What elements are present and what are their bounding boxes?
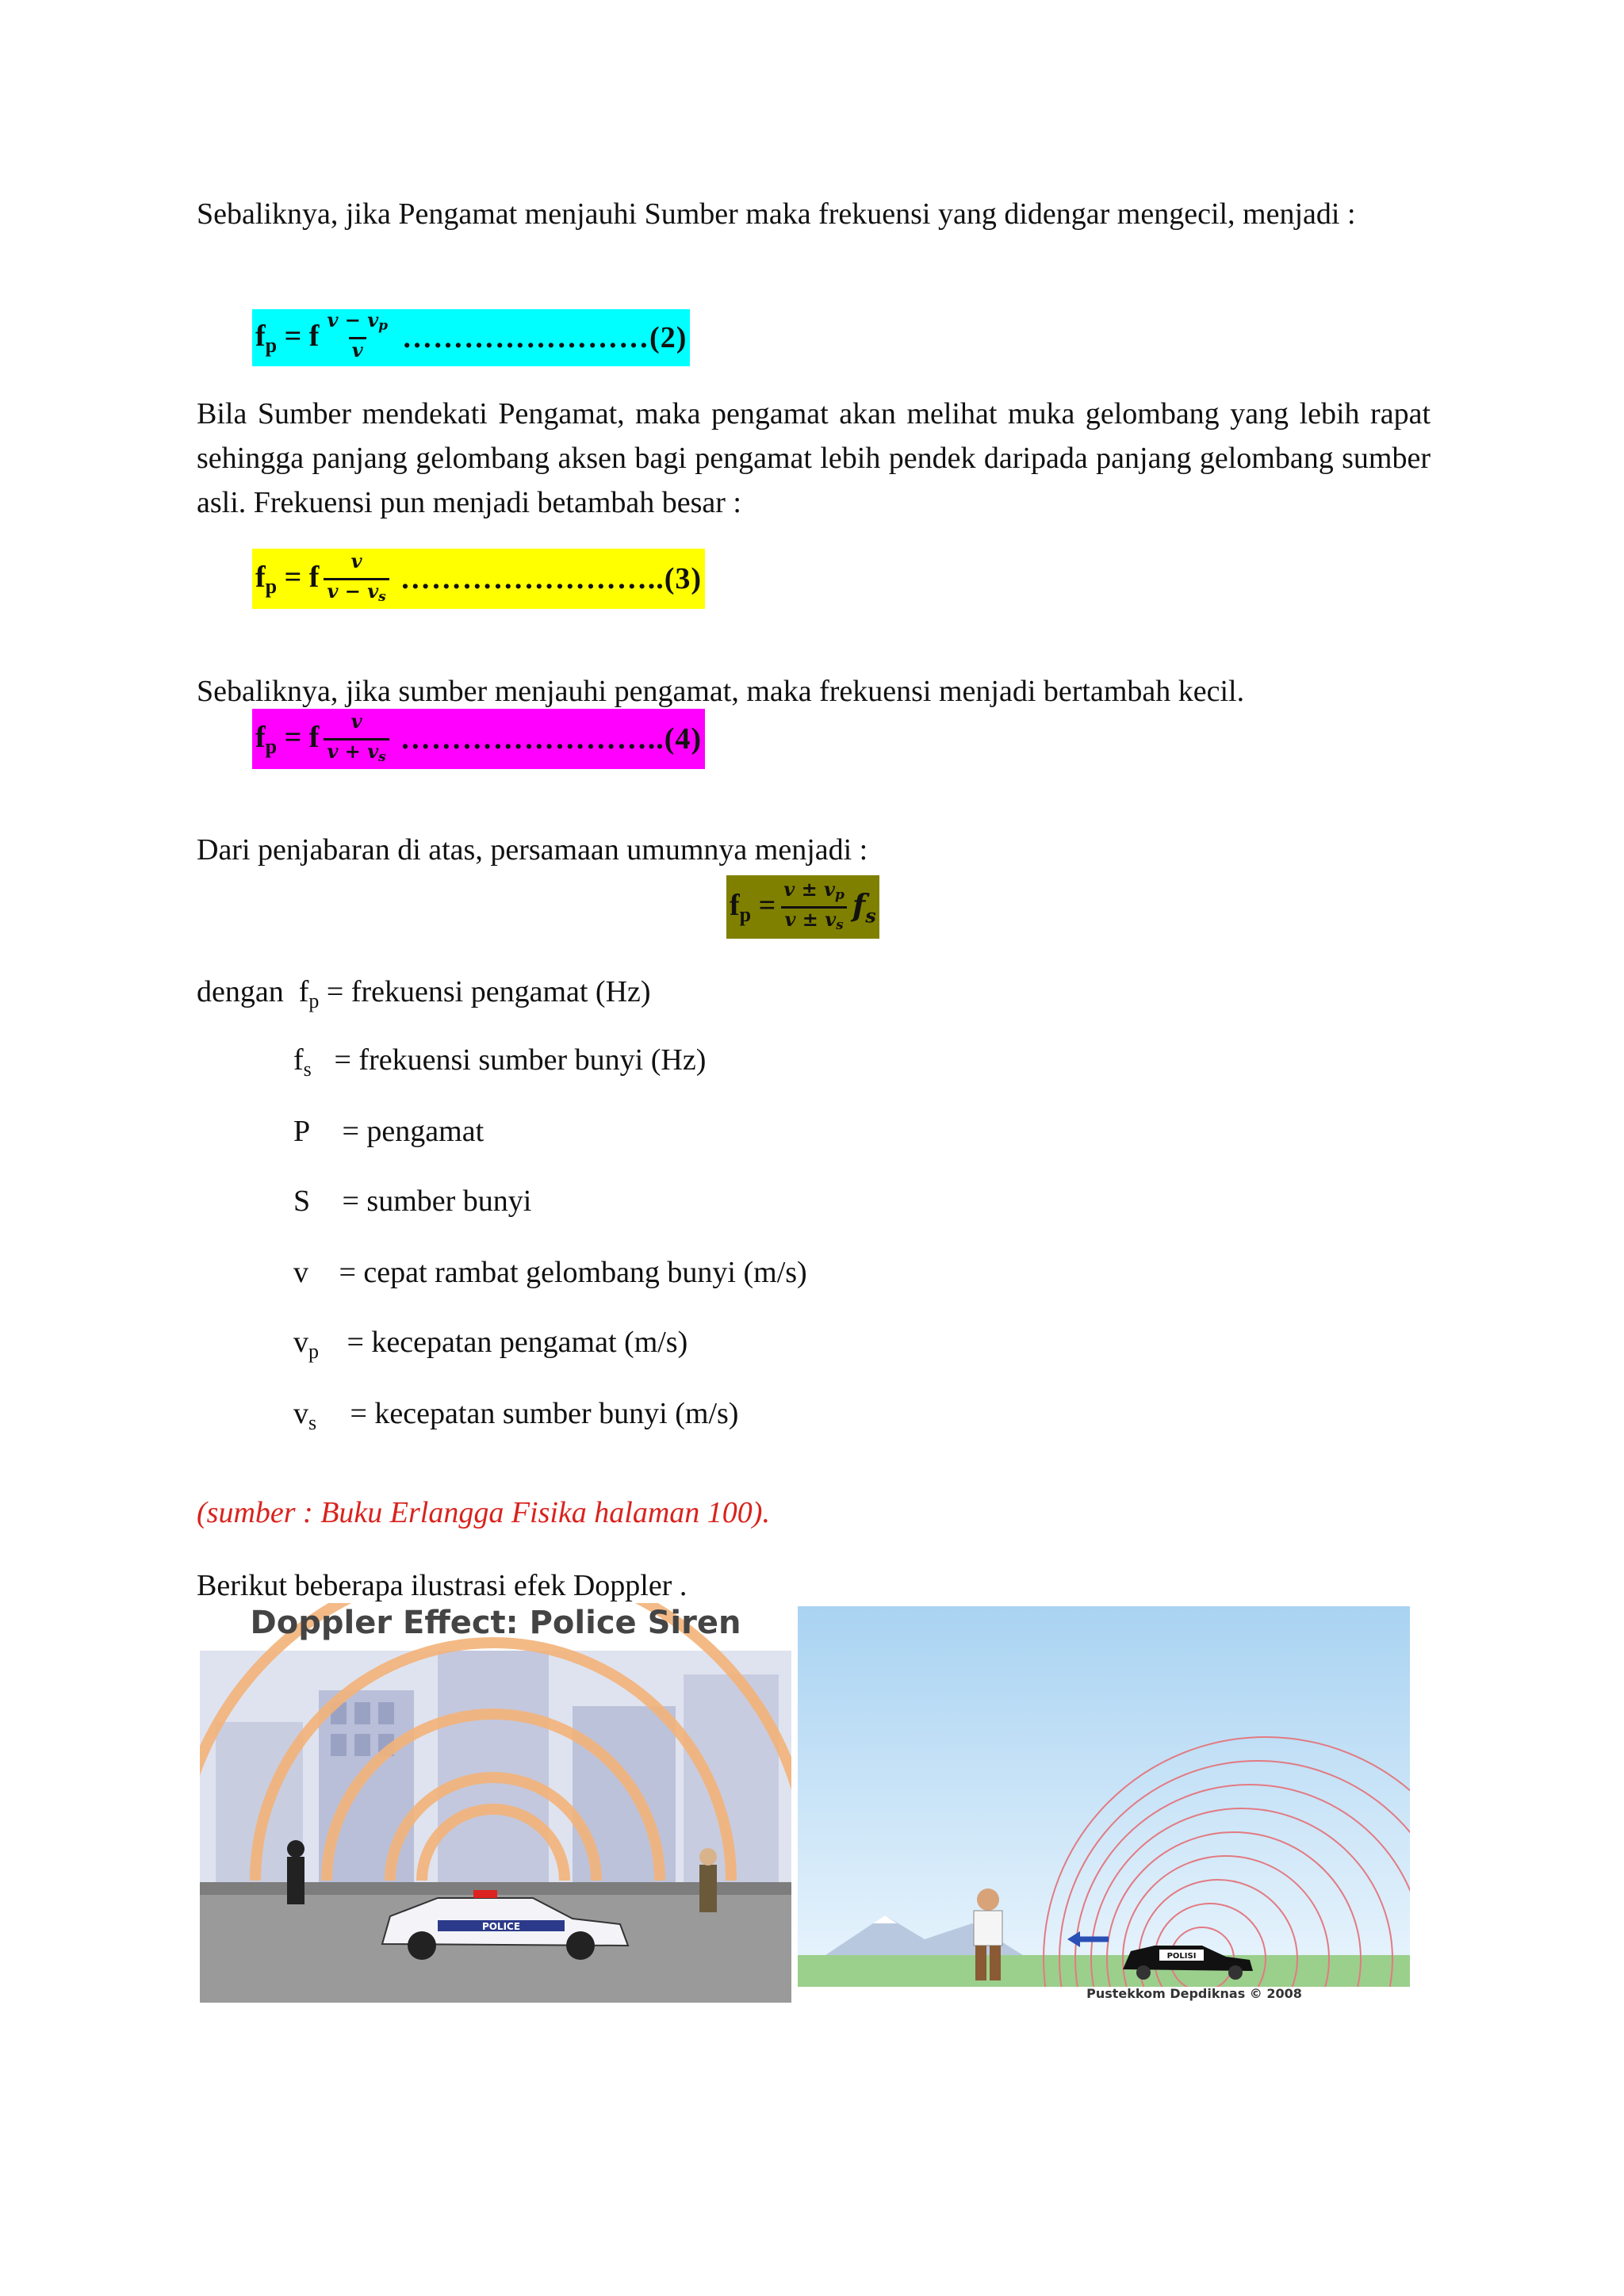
definition-row-fs: $f_s$ = frekuensi sumber bunyi (Hz) <box>293 1043 707 1081</box>
formula-general <box>726 875 879 939</box>
definition-row-vp: $v_p$ = kecepatan pengamat (m/s) <box>293 1326 688 1363</box>
formula-3-fraction: $\frac{v}{v - v_s}$ <box>324 550 389 608</box>
formula-general-fs: $f_s$ <box>852 886 876 928</box>
formula-4-lhs: $f_p = f$ <box>255 720 320 758</box>
formula-4-tail: ……………………..(4) <box>400 722 703 756</box>
paragraph-source-approaches: Bila Sumber mendekati Pengamat, maka pengamat akan melihat muka gelombang yang lebih rapat sehingga panjang gelombang aksen bagi pengamat lebih pendek daripada panjang gelombang sumber asli. Frekuensi pun menjadi betambah besar : <box>197 397 1431 519</box>
definition-row-p: P = pengamat <box>293 1115 485 1148</box>
definition-row-v: v = cepat rambat gelombang bunyi (m/s) <box>293 1256 807 1289</box>
paragraph-source-away: Sebaliknya, jika sumber menjauhi pengamat, maka frekuensi menjadi bertambah kecil. <box>197 675 1245 708</box>
formula-general-fraction: $\frac{v \pm v_p}{v \pm v_s}$ <box>780 878 848 936</box>
formula-3-lhs: $f_p = f$ <box>255 560 320 598</box>
definition-intro: dengan <box>197 975 284 1008</box>
police-car-animation-illustration <box>798 1606 1410 2003</box>
illustration-intro: Berikut beberapa ilustrasi efek Doppler . <box>197 1569 688 1602</box>
formula-4-fraction: $\frac{v}{v + v_s}$ <box>324 710 389 768</box>
left-image-title: Doppler Effect: Police Siren <box>250 1605 741 1641</box>
formula-2-tail: ……………………(2) <box>402 321 688 354</box>
formula-3-tail: ……………………..(3) <box>400 562 703 595</box>
paragraph-observer-away: Sebaliknya, jika Pengamat menjauhi Sumber maka frekuensi yang didengar mengecil, menjadi : <box>197 197 1356 231</box>
formula-2-lhs: $f_p = f$ <box>255 319 320 357</box>
right-car-label: POLISI <box>1166 1952 1197 1961</box>
paragraph-general-equation-intro: Dari penjabaran di atas, persamaan umumnya menjadi : <box>197 833 868 867</box>
formula-2-fraction: $\frac{v - v_p}{v}$ <box>324 309 391 367</box>
definition-row-fp: dengan $f_p$ = frekuensi pengamat (Hz) <box>197 975 651 1012</box>
left-car-label: POLICE <box>481 1921 521 1932</box>
definition-row-vs: $v_s$ = kecepatan sumber bunyi (m/s) <box>293 1397 739 1434</box>
image-credit: Pustekkom Depdiknas © 2008 <box>1086 1986 1302 2001</box>
formula-2 <box>252 309 690 366</box>
formula-general-lhs: $f_p$ = <box>730 888 776 926</box>
formula-4 <box>252 709 705 769</box>
definition-row-s: S = sumber bunyi <box>293 1184 532 1218</box>
formula-3 <box>252 549 705 609</box>
source-citation: (sumber : Buku Erlangga Fisika halaman 100). <box>197 1496 770 1529</box>
police-siren-illustration <box>200 1603 791 2003</box>
